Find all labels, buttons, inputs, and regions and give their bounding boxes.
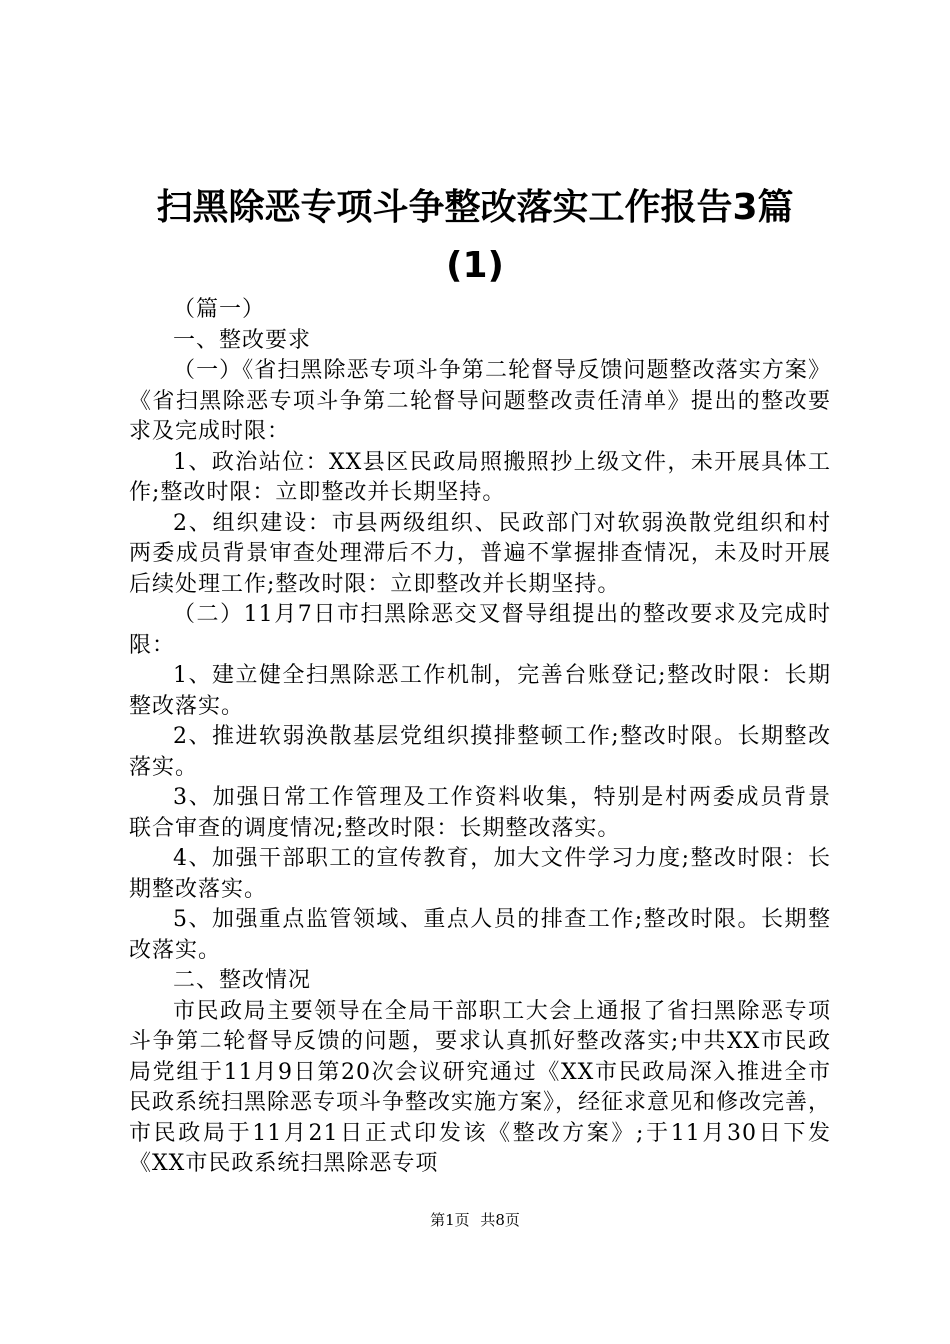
page-total: 共8页 bbox=[480, 1211, 520, 1229]
document-title-continuation: (1) bbox=[446, 245, 504, 286]
page-footer bbox=[0, 1210, 950, 1230]
paragraph: 1、政治站位：XX县区民政局照搬照抄上级文件，未开展具体工作;整改时限：立即整改并长期坚持。 bbox=[129, 449, 831, 505]
paragraph: （一）《省扫黑除恶专项斗争第二轮督导反馈问题整改落实方案》《省扫黑除恶专项斗争第二轮督导问题整改责任清单》提出的整改要求及完成时限： bbox=[129, 358, 831, 444]
paragraph: 市民政局主要领导在全局干部职工大会上通报了省扫黑除恶专项斗争第二轮督导反馈的问题，要求认真抓好整改落实;中共XX市民政局党组于11月9日第20次会议研究通过《XX市民政局深入推进全市民政系统扫黑除恶专项斗争整改实施方案》，经征求意见和修改完善，市民政局于11月21日正式印发该《整改方案》;于11月30日下发《XX市民政系统扫黑除恶专项 bbox=[129, 998, 832, 1176]
paragraph: 3、加强日常工作管理及工作资料收集，特别是村两委成员背景联合审查的调度情况;整改时限：长期整改落实。 bbox=[129, 785, 831, 841]
page-number: 第1页 bbox=[430, 1211, 470, 1229]
paragraph: 2、组织建设：市县两级组织、民政部门对软弱涣散党组织和村两委成员背景审查处理滞后不力，普遍不掌握排查情况，未及时开展后续处理工作;整改时限：立即整改并长期坚持。 bbox=[129, 510, 831, 597]
paragraph: 5、加强重点监管领域、重点人员的排查工作;整改时限。长期整改落实。 bbox=[129, 907, 831, 963]
paragraph: 1、建立健全扫黑除恶工作机制，完善台账登记;整改时限：长期整改落实。 bbox=[129, 663, 831, 719]
section-heading: 二、整改情况 bbox=[173, 968, 312, 993]
section-heading: 一、整改要求 bbox=[173, 327, 312, 353]
paragraph: （二）11月7日市扫黑除恶交叉督导组提出的整改要求及完成时限： bbox=[129, 602, 831, 658]
paragraph: 4、加强干部职工的宣传教育，加大文件学习力度;整改时限：长期整改落实。 bbox=[129, 846, 831, 902]
paragraph: （篇一） bbox=[173, 297, 266, 322]
document-body bbox=[129, 295, 831, 1180]
paragraph: 2、推进软弱涣散基层党组织摸排整顿工作;整改时限。长期整改落实。 bbox=[129, 724, 831, 780]
document-title: 扫黑除恶专项斗争整改落实工作报告3篇 bbox=[156, 187, 794, 228]
